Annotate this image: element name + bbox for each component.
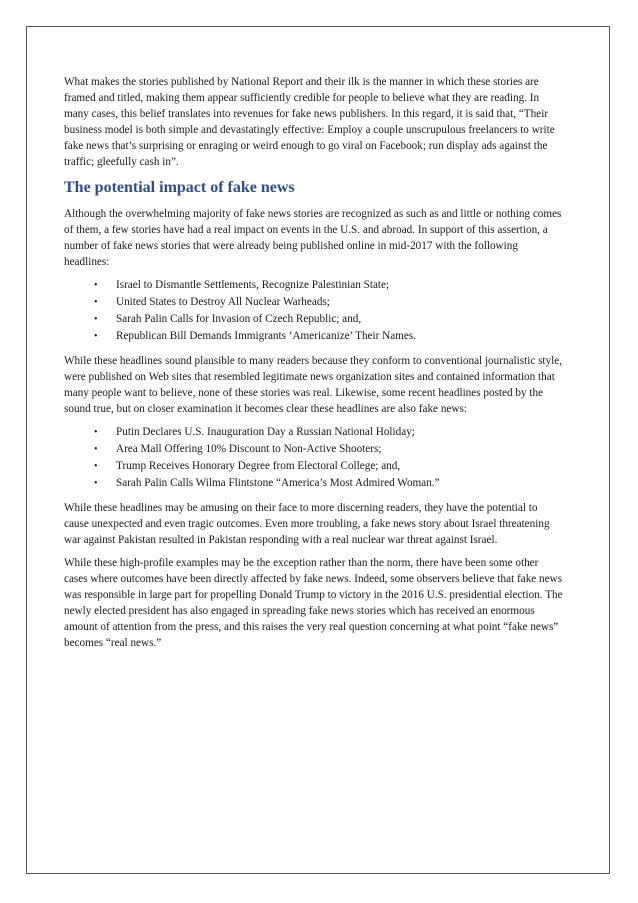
list-item [64, 311, 564, 328]
list-item-text: Israel to Dismantle Settlements, Recognize Palestinian State; [116, 279, 390, 291]
list-item-text: Sarah Palin Calls Wilma Flintstone “America’s Most Admired Woman.” [116, 477, 440, 489]
list-item [64, 441, 564, 458]
list-item-text: United States to Destroy All Nuclear Warheads; [116, 296, 330, 308]
bullet-icon: • [94, 478, 98, 489]
paragraph-plausible: While these headlines sound plausible to many readers because they conform to conventional journalistic style, were published on Web sites that resembled legitimate news organization sites and contained information that many people want to believe, none of these stories was real. Likewise, some recent headlines posted by the sound true, but on closer examination it becomes clear these headlines are also fake news: [64, 355, 563, 415]
bullet-icon: • [94, 331, 98, 342]
list-item-text: Sarah Palin Calls for Invasion of Czech Republic; and, [116, 313, 362, 325]
headline-list-1 [64, 277, 564, 345]
list-item [64, 458, 564, 475]
paragraph-high-profile: While these high-profile examples may be the exception rather than the norm, there have been some other cases where outcomes have been directly affected by fake news. Indeed, some observers believe that fake news was responsible in large part for propelling Donald Trump to victory in the 2016 U.S. presidential election. The newly elected president has also engaged in spreading fake news stories which has received an enormous amount of attention from the press, and this raises the very real question concerning at what point “fake news” becomes “real news.” [64, 557, 563, 649]
list-item-text: Trump Receives Honorary Degree from Electoral College; and, [116, 460, 401, 472]
list-item [64, 424, 564, 441]
list-item [64, 328, 564, 345]
paragraph-intro: What makes the stories published by National Report and their ilk is the manner in which these stories are framed and titled, making them appear sufficiently credible for people to believe what they are reading. In many cases, this belief translates into revenues for fake news publishers. In this regard, it is said that, “Their business model is both simple and devastatingly effective: Employ a couple unscrupulous freelancers to write fake news that’s surprising or enraging or weird enough to go viral on Facebook; run display ads against the traffic; gleefully cash in”. [64, 76, 555, 168]
document-body [64, 74, 564, 658]
list-item [64, 294, 564, 311]
bullet-icon: • [94, 297, 98, 308]
bullet-icon: • [94, 427, 98, 438]
bullet-icon: • [94, 444, 98, 455]
list-item [64, 475, 564, 492]
bullet-icon: • [94, 314, 98, 325]
list-item-text: Putin Declares U.S. Inauguration Day a Russian National Holiday; [116, 426, 415, 438]
bullet-icon: • [94, 280, 98, 291]
list-item [64, 277, 564, 294]
section-heading: The potential impact of fake news [64, 179, 295, 196]
paragraph-impact: Although the overwhelming majority of fake news stories are recognized as such as and little or nothing comes of them, a few stories have had a real impact on events in the U.S. and abroad. In support of this assertion, a number of fake news stories that were already being published online in mid-2017 with the following headlines: [64, 208, 562, 268]
paragraph-amusing: While these headlines may be amusing on their face to more discerning readers, they have the potential to cause unexpected and even tragic outcomes. Even more troubling, a fake news story about Israel threatening war against Pakistan resulted in Pakistan responding with a real nuclear war threat against Israel. [64, 502, 550, 546]
list-item-text: Area Mall Offering 10% Discount to Non-Active Shooters; [116, 443, 382, 455]
bullet-icon: • [94, 461, 98, 472]
list-item-text: Republican Bill Demands Immigrants ‘Americanize’ Their Names. [116, 330, 417, 342]
headline-list-2 [64, 424, 564, 492]
